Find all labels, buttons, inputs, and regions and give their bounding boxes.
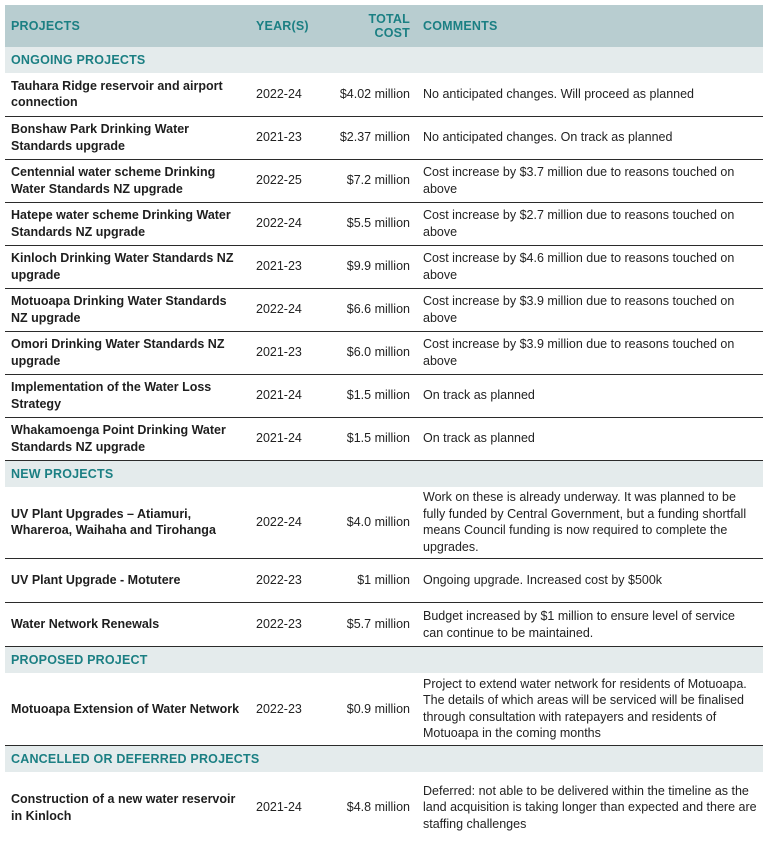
project-years: 2021-23 [250,331,330,374]
project-years: 2022-24 [250,288,330,331]
project-cost: $1 million [330,559,417,603]
table-row [5,245,763,288]
project-name: Implementation of the Water Loss Strategy [5,374,250,417]
project-name: Construction of a new water reservoir in Kinloch [11,792,236,823]
project-cost: $1.5 million [330,374,417,417]
section-title: NEW PROJECTS [5,460,763,487]
project-comment: Cost increase by $2.7 million due to reasons touched on above [417,202,763,245]
project-cost: $9.9 million [330,245,417,288]
project-comment: Budget increased by $1 million to ensure level of service can continue to be maintained. [417,603,763,647]
project-name: Kinloch Drinking Water Standards NZ upgrade [5,245,250,288]
table-row [5,374,763,417]
projects-table-container [5,5,763,844]
project-comment: Work on these is already underway. It was planned to be fully funded by Central Government, but a funding shortfall means Council funding is now required to complete the upgrades. [417,487,763,559]
header-total-cost: TOTAL COST [330,5,417,47]
table-row [5,288,763,331]
project-comment: On track as planned [417,374,763,417]
project-comment: Cost increase by $3.9 million due to reasons touched on above [417,331,763,374]
project-cost: $5.7 million [330,603,417,647]
project-years: 2022-23 [250,603,330,647]
table-row [5,417,763,460]
table-row [5,116,763,159]
table-row [5,772,763,844]
project-cost: $4.8 million [346,800,410,815]
project-years: 2022-24 [250,202,330,245]
project-years: 2021-24 [250,417,330,460]
section-header-row [5,460,763,487]
project-years: 2022-24 [250,487,330,559]
projects-table [5,5,763,844]
project-name: UV Plant Upgrades – Atiamuri, Whareroa, Waihaha and Tirohanga [5,487,250,559]
project-years: 2021-24 [250,374,330,417]
project-years: 2021-23 [250,245,330,288]
project-name: Motuoapa Drinking Water Standards NZ upgrade [5,288,250,331]
table-row [5,487,763,559]
section-title: CANCELLED OR DEFERRED PROJECTS [5,745,763,772]
table-header [5,5,763,47]
table-body [5,47,763,844]
project-cost: $4.0 million [330,487,417,559]
table-row [5,331,763,374]
header-row [5,5,763,47]
project-comment: No anticipated changes. Will proceed as planned [417,73,763,116]
project-comment: Deferred: not able to be delivered within the timeline as the land acquisition is taking longer than expected and there are staffing challenges [423,783,757,831]
table-row [5,673,763,745]
project-cost: $4.02 million [330,73,417,116]
header-years: YEAR(S) [250,5,330,47]
project-name: Centennial water scheme Drinking Water Standards NZ upgrade [5,159,250,202]
project-years: 2022-23 [250,673,330,745]
section-title: ONGOING PROJECTS [5,47,763,73]
project-cost: $7.2 million [330,159,417,202]
table-row [5,159,763,202]
project-comment: Project to extend water network for residents of Motuoapa. The details of which areas will be serviced will be finalised through consultation with ratepayers and residents of Motuoapa in the coming months [417,673,763,745]
project-cost: $1.5 million [330,417,417,460]
project-cost: $2.37 million [330,116,417,159]
header-comments: COMMENTS [417,5,763,47]
project-years: 2022-23 [250,559,330,603]
project-name: Bonshaw Park Drinking Water Standards upgrade [5,116,250,159]
project-comment: On track as planned [417,417,763,460]
project-cost: $6.6 million [330,288,417,331]
project-name: Water Network Renewals [5,603,250,647]
project-name: Whakamoenga Point Drinking Water Standards NZ upgrade [5,417,250,460]
project-years: 2021-23 [250,116,330,159]
section-header-row [5,745,763,772]
project-name: Hatepe water scheme Drinking Water Standards NZ upgrade [5,202,250,245]
project-years: 2021-24 [256,800,302,815]
project-comment: Cost increase by $4.6 million due to reasons touched on above [417,245,763,288]
section-title: PROPOSED PROJECT [5,647,763,674]
project-years: 2022-24 [250,73,330,116]
table-row [5,559,763,603]
section-header-row [5,647,763,674]
project-cost: $5.5 million [330,202,417,245]
project-name: Motuoapa Extension of Water Network [5,673,250,745]
project-comment: Ongoing upgrade. Increased cost by $500k [417,559,763,603]
project-cost: $6.0 million [330,331,417,374]
project-comment: No anticipated changes. On track as planned [417,116,763,159]
project-name: Tauhara Ridge reservoir and airport connection [5,73,250,116]
project-years: 2022-25 [250,159,330,202]
table-row [5,603,763,647]
project-comment: Cost increase by $3.7 million due to reasons touched on above [417,159,763,202]
header-projects: PROJECTS [5,5,250,47]
table-row [5,202,763,245]
project-name: UV Plant Upgrade - Motutere [5,559,250,603]
section-header-row [5,47,763,73]
table-row [5,73,763,116]
project-cost: $0.9 million [330,673,417,745]
project-name: Omori Drinking Water Standards NZ upgrade [5,331,250,374]
project-comment: Cost increase by $3.9 million due to reasons touched on above [417,288,763,331]
